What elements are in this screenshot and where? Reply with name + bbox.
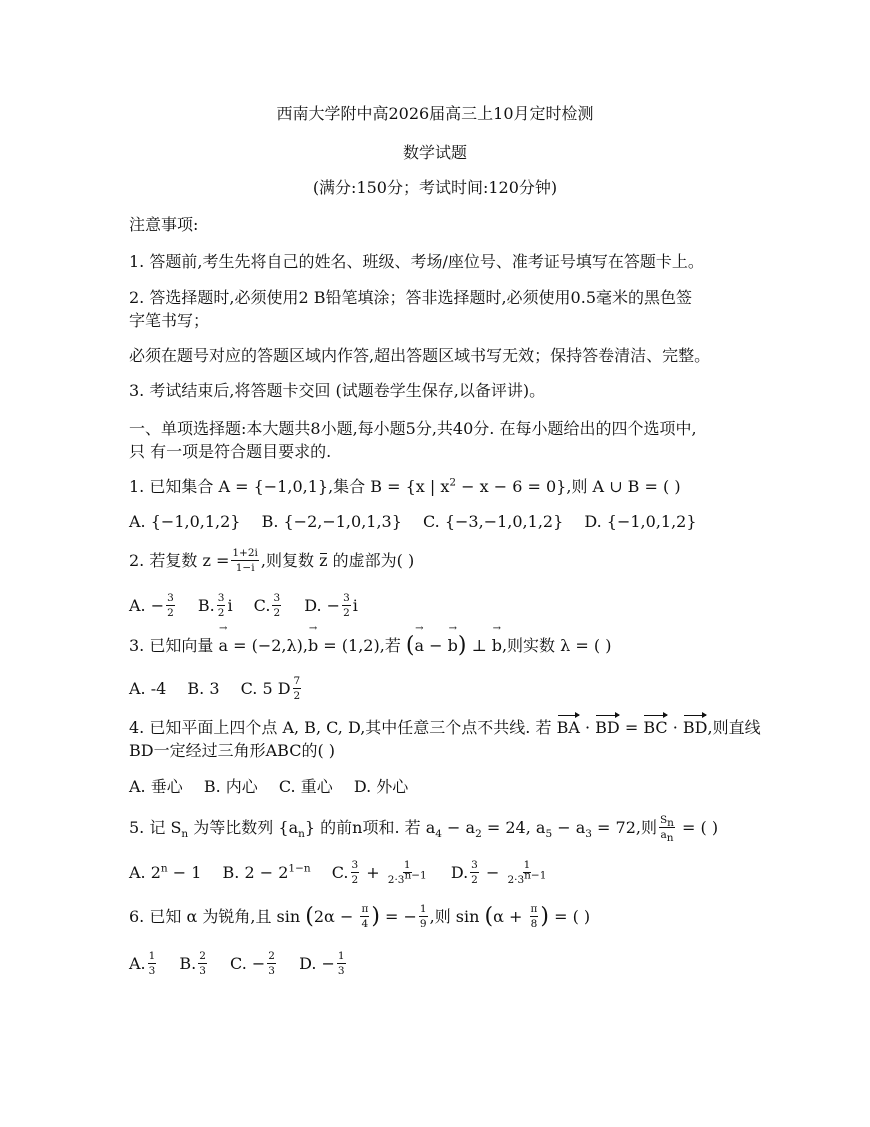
question-2-options <box>129 593 358 620</box>
note-1: 1. 答题前,考生先将自己的姓名、班级、考场/座位号、准考证号填写在答题卡上。 <box>129 252 704 271</box>
question-5-option-c[interactable]: C. $\frac{3}{2}$ + $\frac{1}{2\cdot 3^{n-1}}$ <box>331 859 427 886</box>
exam-title: 西南大学附中高2026届高三上10月定时检测 <box>276 104 594 123</box>
question-4-option-c[interactable]: C. 重心 <box>278 777 333 796</box>
question-3-options <box>129 676 303 703</box>
note-2-line-2: 字笔书写； <box>129 311 210 330</box>
question-6-options <box>129 951 348 978</box>
question-1-option-a[interactable]: A. {−1,0,1,2} <box>129 512 241 531</box>
question-4-option-d[interactable]: D. 外心 <box>353 777 409 796</box>
question-1-option-d[interactable]: D. {−1,0,1,2} <box>584 512 697 531</box>
question-2-option-c[interactable]: C. $\frac{3}{2}$ <box>253 592 281 619</box>
question-4-options <box>129 776 408 798</box>
vector-b: → b <box>308 635 318 657</box>
question-6-option-c[interactable]: C. − $\frac{2}{3}$ <box>230 950 275 977</box>
notes-heading: 注意事项: <box>129 215 199 234</box>
question-1-stem: 1. 已知集合 A = {−1,0,1},集合 B = {x | $x^2 - x - 6 = 0$},则 A ∪ B = ( ) <box>129 476 681 496</box>
question-6-stem: 6. 已知 α 为锐角,且 sin (2α − $\frac{\pi}{4}$ ) = − $\frac{1}{9}$ ,则 sin (α + $\frac{\pi}{8}$ ) = ( ) <box>129 903 591 930</box>
question-4-option-b[interactable]: B. 内心 <box>203 777 258 796</box>
question-3-stem: 3. 已知向量 → a = (−2,λ),→ b = (1,2),若 (→ a − → b) ⊥ → b,则实数 λ = ( ) <box>129 635 611 657</box>
question-2-option-b[interactable]: B. $\frac{3}{2}$ i <box>197 592 233 619</box>
question-3-option-a[interactable]: A. -4 <box>129 679 167 698</box>
question-3-option-b[interactable]: B. 3 <box>187 679 220 698</box>
question-3-option-cd[interactable]: C. 5 D $\frac{7}{2}$ <box>240 675 301 702</box>
question-5-options <box>129 860 549 887</box>
question-4-stem: 4. 已知平面上四个点 A, B, C, D,其中任意三个点不共线. 若 BA · BD = BC · BD,则直线 <box>129 718 761 737</box>
exam-info: (满分:150分；考试时间:120分钟) <box>312 178 558 197</box>
question-2-option-a[interactable]: A. − $\frac{3}{2}$ <box>129 592 174 619</box>
section-instructions-line-1: 一、单项选择题:本大题共8小题,每小题5分,共40分. 在每小题给出的四个选项中, <box>129 419 697 438</box>
z-conjugate: z <box>319 551 328 570</box>
vector-a: → a <box>218 635 228 657</box>
question-4-option-a[interactable]: A. 垂心 <box>129 777 183 796</box>
question-6-option-a[interactable]: A. $\frac{1}{3}$ <box>129 950 156 977</box>
question-6-option-d[interactable]: D. − $\frac{1}{3}$ <box>299 950 345 977</box>
question-4-stem-line-2: BD一定经过三角形ABC的( ) <box>129 741 336 760</box>
note-2-extra: 必须在题号对应的答题区域内作答,超出答题区域书写无效；保持答卷清洁、完整。 <box>129 346 711 365</box>
question-6-option-b[interactable]: B. $\frac{2}{3}$ <box>179 950 206 977</box>
section-instructions-line-2: 只 有一项是符合题目要求的. <box>129 442 332 461</box>
question-5-option-d[interactable]: D. $\frac{3}{2}$ − $\frac{1}{2\cdot 3^{n-1}}$ <box>450 859 547 886</box>
note-3: 3. 考试结束后,将答题卡交回 (试题卷学生保存,以备评讲)。 <box>129 381 546 400</box>
question-5-option-a[interactable]: A. $2^n - 1$ <box>129 862 202 882</box>
question-2-stem: 2. 若复数 z = $\frac{1+2i}{1-i}$ ,则复数 z 的虚部为( ) <box>129 547 415 574</box>
question-1-option-c[interactable]: C. {−3,−1,0,1,2} <box>423 512 564 531</box>
question-2-option-d[interactable]: D. − $\frac{3}{2}$ i <box>304 592 358 619</box>
question-5-option-b[interactable]: B. $2 - 2^{1-n}$ <box>222 862 311 882</box>
note-2-line-1: 2. 答选择题时,必须使用2 B铅笔填涂；答非选择题时,必须使用0.5毫米的黑色签 <box>129 288 692 307</box>
question-1-option-b[interactable]: B. {−2,−1,0,1,3} <box>261 512 402 531</box>
exam-subject: 数学试题 <box>402 143 467 162</box>
question-5-stem: 5. 记 $S_n$ 为等比数列 $\{a_n\}$ 的前n项和. 若 $a_4 - a_2 = 24$, $a_5 - a_3 = 72$,则 $\frac{S_n}{a_n}$ = ( ) <box>129 814 719 845</box>
question-1-options <box>129 511 697 533</box>
